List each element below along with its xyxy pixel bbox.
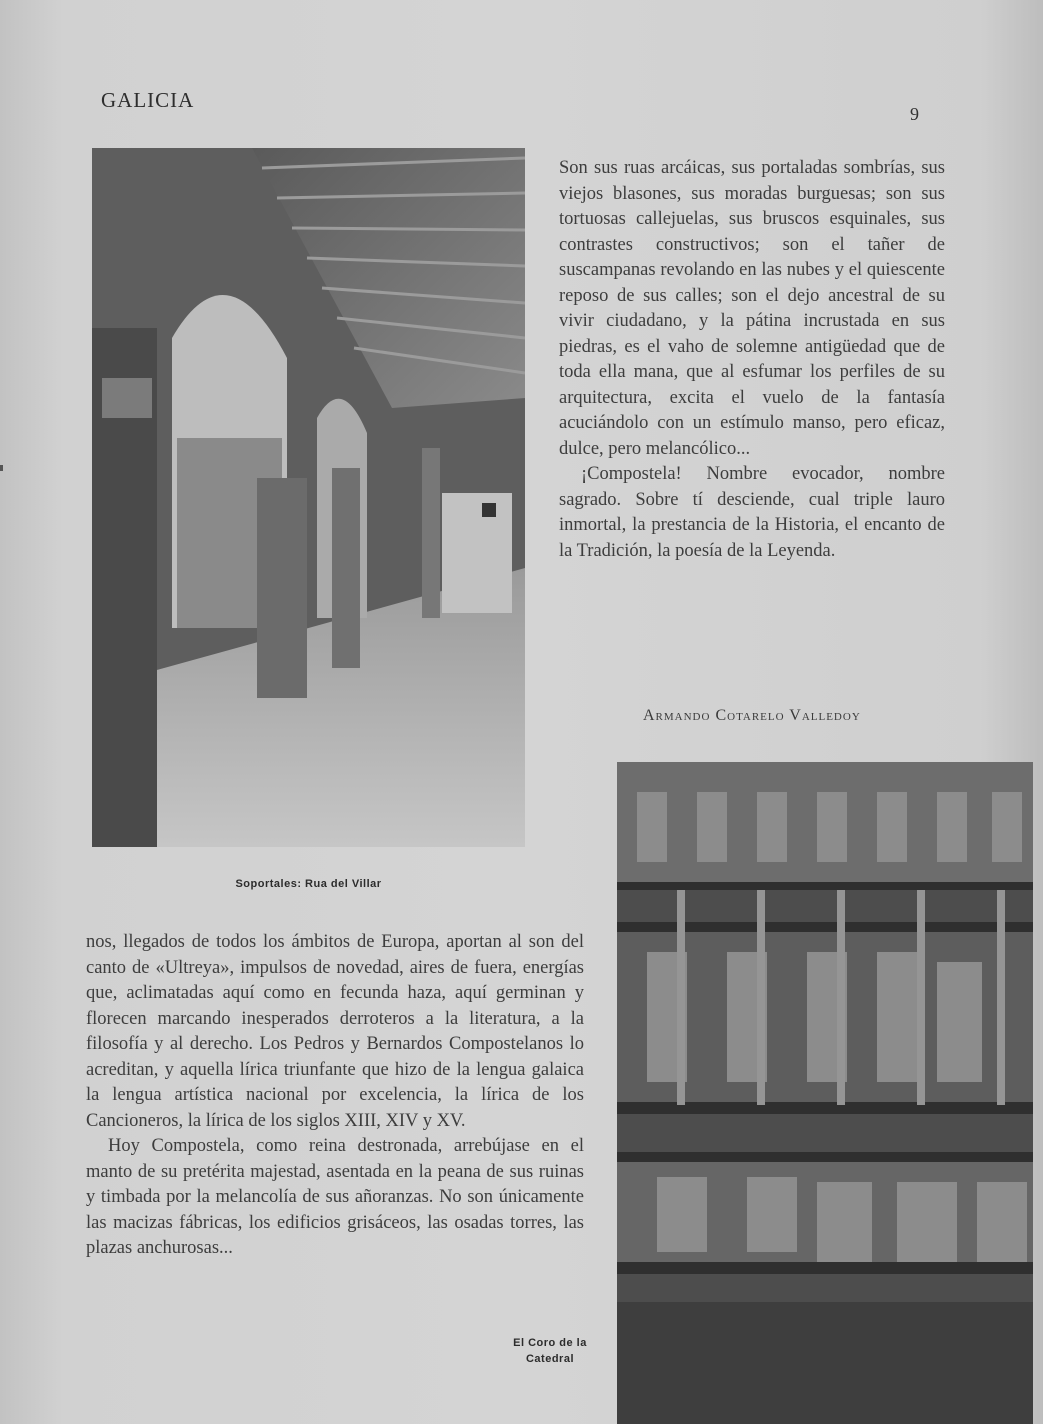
left-text-column [86, 930, 584, 1262]
page-number: 9 [910, 104, 919, 124]
right-paragraph-2: ¡Compostela! Nombre evocador, nombre sagrado. Sobre tí desciende, cual triple lauro inmortal, la prestancia de la Historia, el encanto de la Tradición, la poesía de la Leyenda. [559, 464, 945, 561]
arcade-photo [92, 148, 525, 847]
arcade-photo-drawing [92, 148, 525, 847]
author-signature: Armando Cotarelo Valledoy [643, 707, 861, 724]
arcade-photo-caption: Soportales: Rua del Villar [235, 878, 382, 890]
right-paragraph-1: Son sus ruas arcáicas, sus portaladas sombrías, sus viejos blasones, sus moradas burguesas; son sus tortuosas callejuelas, sus bruscos esquinales, sus contrastes constructivos; son el tañer de suscampanas revolando en las nubes y el quiescente reposo de sus calles; son el dejo ancestral de su vivir ciudadano, y la pátina incrustada en sus piedras, es el vaho de solemne antigüedad que de toda ella mana, que al esfumar los perfiles de su arquitectura, excita el vuelo de la fantasía acuciándolo con un estímulo manso, pero eficaz, dulce, pero melancólico... [559, 158, 945, 459]
choir-photo-caption [498, 1335, 602, 1367]
running-head: GALICIA [101, 88, 195, 112]
scan-edge-mark [0, 465, 3, 471]
right-text-column [559, 156, 945, 564]
choir-stalls-drawing [617, 762, 1033, 1424]
choir-caption-line2: Catedral [525, 1353, 575, 1365]
choir-stalls-photo [617, 762, 1033, 1424]
left-paragraph-2: Hoy Compostela, como reina destronada, arrebújase en el manto de su pretérita majestad, asentada en la peana de sus ruinas y timbada por la melancolía de sus añoranzas. No son únicamente las macizas fábricas, los edificios grisáceos, las osadas torres, las plazas anchurosas... [86, 1136, 584, 1258]
choir-caption-line1: El Coro de la [513, 1337, 587, 1349]
left-paragraph-1: nos, llegados de todos los ámbitos de Europa, aportan al son del canto de «Ultreya», impulsos de novedad, aires de fuera, energías que, aclimatadas aquí como en fecunda haza, aquí germinan y florecen marcando inesperados derroteros a la literatura, a la filosofía y al derecho. Los Pedros y Bernardos Compostelanos lo acreditan, y aquella lírica triunfante que hizo de la lengua galaica la lengua artística nacional por excelencia, la lírica de los Cancioneros, la lírica de los siglos XIII, XIV y XV. [86, 932, 584, 1131]
